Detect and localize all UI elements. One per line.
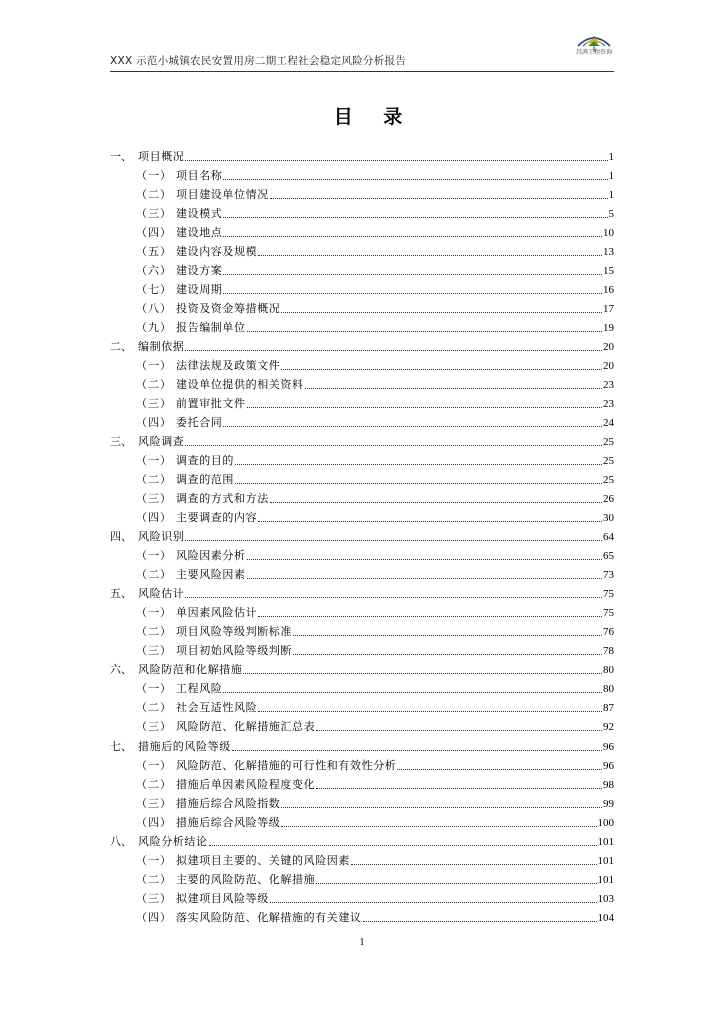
toc-entry-label: 风险估计 <box>138 587 185 601</box>
toc-dot-leader <box>270 197 608 199</box>
toc-dot-leader <box>351 863 597 865</box>
toc-entry-page: 101 <box>597 835 614 848</box>
toc-subsection-entry[interactable] <box>110 316 614 335</box>
toc-subsection-entry[interactable] <box>110 373 614 392</box>
toc-entry-label: 建设地点 <box>176 226 223 240</box>
toc-section-entry[interactable] <box>110 145 614 164</box>
toc-entry-number: 八、 <box>110 834 132 848</box>
toc-entry-label: 项目风险等级判断标准 <box>176 625 292 639</box>
toc-subsection-entry[interactable] <box>110 563 614 582</box>
toc-entry-page: 23 <box>603 398 614 411</box>
toc-entry-number: 七、 <box>110 739 132 753</box>
toc-entry-number: （一） <box>136 853 172 867</box>
toc-entry-label: 风险调查 <box>138 435 185 449</box>
toc-entry-number: （二） <box>136 473 172 487</box>
page-header <box>110 44 614 72</box>
toc-entry-label: 调查的方式和方法 <box>176 492 269 506</box>
toc-subsection-entry[interactable] <box>110 297 614 316</box>
toc-entry-number: （二） <box>136 568 172 582</box>
page-number: 1 <box>359 937 365 948</box>
toc-entry-page: 99 <box>603 797 614 810</box>
toc-entry-page: 104 <box>597 911 614 924</box>
toc-entry-label: 措施后综合风险等级 <box>176 815 281 829</box>
toc-entry-label: 风险分析结论 <box>138 834 208 848</box>
toc-dot-leader <box>185 349 602 351</box>
toc-subsection-entry[interactable] <box>110 392 614 411</box>
toc-dot-leader <box>258 710 602 712</box>
toc-entry-label: 社会互适性风险 <box>176 701 258 715</box>
toc-section-entry[interactable] <box>110 582 614 601</box>
toc-entry-number: 一、 <box>110 150 132 164</box>
toc-entry-page: 80 <box>603 683 614 696</box>
toc-entry-page: 100 <box>597 816 614 829</box>
toc-entry-number: 五、 <box>110 587 132 601</box>
toc-entry-number: （一） <box>136 606 172 620</box>
toc-entry-number: （一） <box>136 682 172 696</box>
toc-subsection-entry[interactable] <box>110 449 614 468</box>
toc-dot-leader <box>316 787 602 789</box>
toc-entry-number: （八） <box>136 302 172 316</box>
toc-dot-leader <box>223 216 607 218</box>
toc-dot-leader <box>258 615 602 617</box>
toc-entry-page: 23 <box>603 379 614 392</box>
toc-dot-leader <box>397 768 602 770</box>
toc-entry-label: 落实风险防范、化解措施的有关建议 <box>176 910 362 924</box>
toc-subsection-entry[interactable] <box>110 411 614 430</box>
toc-entry-label: 单因素风险估计 <box>176 606 258 620</box>
toc-dot-leader <box>281 368 602 370</box>
toc-entry-label: 投资及资金筹措概况 <box>176 302 281 316</box>
toc-entry-number: （四） <box>136 511 172 525</box>
toc-dot-leader <box>281 825 596 827</box>
toc-entry-number: （七） <box>136 283 172 297</box>
toc-subsection-entry[interactable] <box>110 601 614 620</box>
toc-dot-leader <box>235 463 602 465</box>
toc-entry-page: 64 <box>603 531 614 544</box>
toc-dot-leader <box>305 387 602 389</box>
toc-entry-number: （二） <box>136 872 172 886</box>
toc-entry-number: （四） <box>136 910 172 924</box>
toc-subsection-entry[interactable] <box>110 849 614 868</box>
toc-entry-number: 三、 <box>110 435 132 449</box>
toc-entry-page: 16 <box>603 284 614 297</box>
toc-entry-number: （一） <box>136 454 172 468</box>
toc-dot-leader <box>209 844 597 846</box>
toc-dot-leader <box>185 159 607 161</box>
toc-subsection-entry[interactable] <box>110 887 614 906</box>
toc-section-entry[interactable] <box>110 734 614 753</box>
toc-entry-label: 项目建设单位情况 <box>176 188 269 202</box>
toc-section-entry[interactable] <box>110 335 614 354</box>
toc-entry-label: 项目初始风险等级判断 <box>176 644 292 658</box>
table-of-contents <box>110 145 614 925</box>
toc-dot-leader <box>223 178 607 180</box>
toc-dot-leader <box>223 425 602 427</box>
toc-entry-page: 24 <box>603 417 614 430</box>
toc-section-entry[interactable] <box>110 430 614 449</box>
toc-subsection-entry[interactable] <box>110 620 614 639</box>
toc-entry-label: 措施后单因素风险程度变化 <box>176 777 316 791</box>
toc-subsection-entry[interactable] <box>110 506 614 525</box>
toc-entry-label: 建设周期 <box>176 283 223 297</box>
toc-dot-leader <box>316 882 596 884</box>
toc-subsection-entry[interactable] <box>110 639 614 658</box>
toc-subsection-entry[interactable] <box>110 354 614 373</box>
toc-entry-number: （二） <box>136 701 172 715</box>
toc-entry-page: 10 <box>603 227 614 240</box>
toc-entry-label: 措施后的风险等级 <box>138 739 231 753</box>
toc-entry-page: 65 <box>603 550 614 563</box>
toc-dot-leader <box>363 920 597 922</box>
toc-entry-page: 96 <box>603 759 614 772</box>
toc-dot-leader <box>185 444 602 446</box>
toc-subsection-entry[interactable] <box>110 487 614 506</box>
toc-entry-page: 1 <box>608 151 614 164</box>
toc-entry-page: 75 <box>603 607 614 620</box>
toc-entry-label: 拟建项目主要的、关键的风险因素 <box>176 853 350 867</box>
toc-entry-label: 风险防范、化解措施汇总表 <box>176 720 316 734</box>
toc-entry-page: 1 <box>608 170 614 183</box>
toc-entry-number: （三） <box>136 796 172 810</box>
toc-entry-page: 15 <box>603 265 614 278</box>
toc-entry-label: 主要调查的内容 <box>176 511 258 525</box>
toc-entry-number: （一） <box>136 758 172 772</box>
toc-dot-leader <box>293 653 602 655</box>
toc-entry-page: 30 <box>603 512 614 525</box>
toc-entry-number: （九） <box>136 321 172 335</box>
logo-text: 昌鸿工程咨询 <box>575 49 612 56</box>
toc-entry-label: 项目概况 <box>138 150 185 164</box>
toc-entry-page: 20 <box>603 341 614 354</box>
toc-entry-page: 78 <box>603 645 614 658</box>
toc-entry-page: 75 <box>603 588 614 601</box>
toc-entry-label: 项目名称 <box>176 169 223 183</box>
toc-entry-page: 96 <box>603 740 614 753</box>
toc-subsection-entry[interactable] <box>110 164 614 183</box>
toc-dot-leader <box>316 729 602 731</box>
toc-entry-label: 建设模式 <box>176 207 223 221</box>
toc-subsection-entry[interactable] <box>110 792 614 811</box>
toc-subsection-entry[interactable] <box>110 240 614 259</box>
toc-entry-number: （一） <box>136 169 172 183</box>
toc-subsection-entry[interactable] <box>110 544 614 563</box>
toc-entry-number: （一） <box>136 359 172 373</box>
toc-subsection-entry[interactable] <box>110 696 614 715</box>
toc-subsection-entry[interactable] <box>110 754 614 773</box>
header-title: XXX 示范小城镇农民安置用房二期工程社会稳定风险分析报告 <box>110 55 407 67</box>
toc-dot-leader <box>243 672 602 674</box>
toc-entry-page: 25 <box>603 436 614 449</box>
toc-entry-page: 13 <box>603 246 614 259</box>
toc-dot-leader <box>185 539 602 541</box>
toc-entry-page: 5 <box>608 208 614 221</box>
toc-entry-label: 风险防范、化解措施的可行性和有效性分析 <box>176 758 397 772</box>
toc-entry-page: 1 <box>608 189 614 202</box>
toc-entry-number: 二、 <box>110 340 132 354</box>
toc-dot-leader <box>270 901 597 903</box>
toc-entry-page: 87 <box>603 702 614 715</box>
toc-subsection-entry[interactable] <box>110 468 614 487</box>
toc-entry-number: （五） <box>136 245 172 259</box>
toc-entry-label: 主要的风险防范、化解措施 <box>176 872 316 886</box>
toc-dot-leader <box>258 254 602 256</box>
toc-entry-label: 前置审批文件 <box>176 397 246 411</box>
toc-entry-number: （三） <box>136 644 172 658</box>
toc-entry-number: （一） <box>136 549 172 563</box>
toc-entry-label: 建设方案 <box>176 264 223 278</box>
toc-entry-number: （二） <box>136 625 172 639</box>
toc-entry-page: 76 <box>603 626 614 639</box>
toc-entry-label: 拟建项目风险等级 <box>176 891 269 905</box>
toc-entry-number: （三） <box>136 891 172 905</box>
toc-subsection-entry[interactable] <box>110 715 614 734</box>
toc-entry-number: （三） <box>136 397 172 411</box>
toc-dot-leader <box>247 577 602 579</box>
toc-subsection-entry[interactable] <box>110 202 614 221</box>
toc-entry-page: 25 <box>603 474 614 487</box>
toc-entry-number: （四） <box>136 416 172 430</box>
toc-entry-page: 80 <box>603 664 614 677</box>
toc-entry-number: 六、 <box>110 663 132 677</box>
toc-subsection-entry[interactable] <box>110 278 614 297</box>
toc-dot-leader <box>293 634 602 636</box>
toc-dot-leader <box>258 520 602 522</box>
toc-entry-label: 法律法规及政策文件 <box>176 359 281 373</box>
toc-entry-number: 四、 <box>110 530 132 544</box>
toc-subsection-entry[interactable] <box>110 868 614 887</box>
toc-subsection-entry[interactable] <box>110 221 614 240</box>
toc-entry-number: （二） <box>136 378 172 392</box>
toc-dot-leader <box>235 482 602 484</box>
toc-entry-label: 建设单位提供的相关资料 <box>176 378 304 392</box>
toc-dot-leader <box>223 235 602 237</box>
toc-entry-page: 98 <box>603 778 614 791</box>
toc-subsection-entry[interactable] <box>110 259 614 278</box>
toc-subsection-entry[interactable] <box>110 677 614 696</box>
toc-entry-label: 调查的范围 <box>176 473 234 487</box>
toc-entry-number: （二） <box>136 777 172 791</box>
toc-dot-leader <box>223 292 602 294</box>
toc-section-entry[interactable] <box>110 830 614 849</box>
toc-entry-page: 73 <box>603 569 614 582</box>
toc-title: 目 录 <box>333 106 415 128</box>
toc-dot-leader <box>247 406 602 408</box>
toc-dot-leader <box>247 330 602 332</box>
toc-entry-page: 26 <box>603 493 614 506</box>
toc-subsection-entry[interactable] <box>110 811 614 830</box>
toc-section-entry[interactable] <box>110 658 614 677</box>
toc-dot-leader <box>281 311 602 313</box>
toc-entry-label: 报告编制单位 <box>176 321 246 335</box>
toc-entry-page: 25 <box>603 455 614 468</box>
toc-entry-number: （三） <box>136 492 172 506</box>
toc-section-entry[interactable] <box>110 525 614 544</box>
toc-subsection-entry[interactable] <box>110 773 614 792</box>
toc-entry-number: （四） <box>136 226 172 240</box>
toc-entry-number: （六） <box>136 264 172 278</box>
toc-entry-page: 101 <box>597 873 614 886</box>
toc-dot-leader <box>281 806 602 808</box>
toc-entry-label: 调查的目的 <box>176 454 234 468</box>
toc-entry-label: 主要风险因素 <box>176 568 246 582</box>
toc-entry-page: 17 <box>603 303 614 316</box>
toc-entry-number: （二） <box>136 188 172 202</box>
header-divider <box>110 71 614 72</box>
toc-entry-label: 风险因素分析 <box>176 549 246 563</box>
toc-entry-page: 19 <box>603 322 614 335</box>
toc-entry-page: 20 <box>603 360 614 373</box>
toc-dot-leader <box>247 558 602 560</box>
toc-entry-label: 风险识别 <box>138 530 185 544</box>
toc-entry-page: 103 <box>597 892 614 905</box>
toc-dot-leader <box>270 501 602 503</box>
toc-dot-leader <box>223 691 602 693</box>
toc-entry-number: （三） <box>136 720 172 734</box>
toc-entry-label: 风险防范和化解措施 <box>138 663 243 677</box>
toc-entry-label: 措施后综合风险指数 <box>176 796 281 810</box>
toc-entry-label: 建设内容及规模 <box>176 245 258 259</box>
toc-entry-page: 92 <box>603 721 614 734</box>
toc-entry-page: 101 <box>597 854 614 867</box>
toc-entry-label: 工程风险 <box>176 682 223 696</box>
toc-entry-number: （三） <box>136 207 172 221</box>
toc-dot-leader <box>223 273 602 275</box>
toc-entry-label: 编制依据 <box>138 340 185 354</box>
toc-entry-number: （四） <box>136 815 172 829</box>
toc-subsection-entry[interactable] <box>110 183 614 202</box>
toc-dot-leader <box>232 749 602 751</box>
toc-entry-label: 委托合同 <box>176 416 223 430</box>
company-logo <box>574 32 614 70</box>
toc-subsection-entry[interactable] <box>110 906 614 925</box>
toc-dot-leader <box>185 596 602 598</box>
